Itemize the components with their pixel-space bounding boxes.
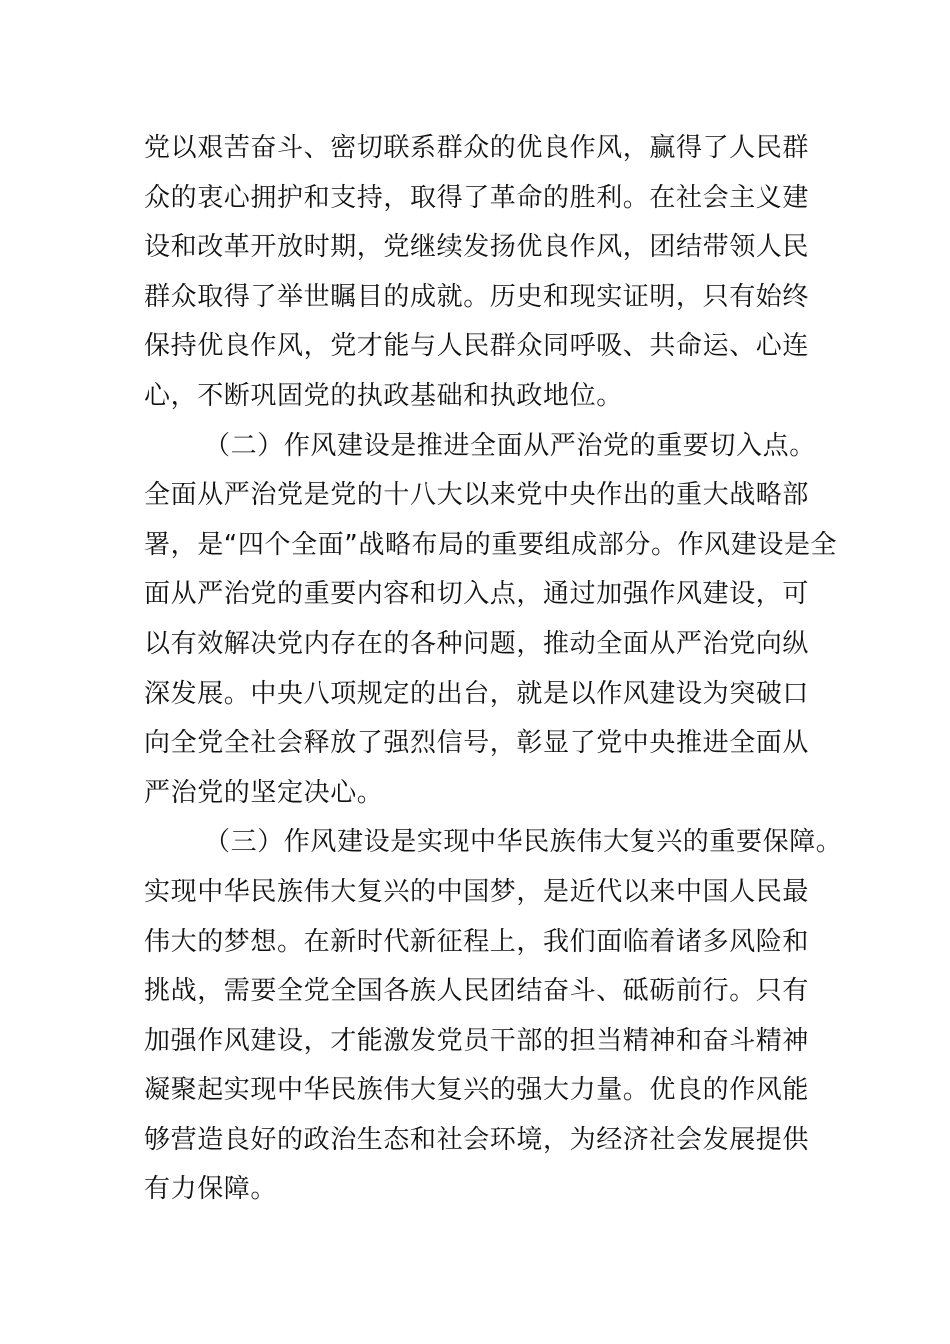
body-text [144,124,843,1215]
section-heading-3: （三）作风建设是实现中华民族伟大复兴的重要保障。 [204,827,843,858]
text-line: 严治党的坚定决心。 [144,777,384,808]
text-line: 向全党全社会释放了强烈信号，彰显了党中央推进全面从 [144,728,810,759]
text-line: 群众取得了举世瞩目的成就。历史和现实证明，只有始终 [144,281,810,312]
text-line: 挑战，需要全党全国各族人民团结奋斗、砥砺前行。只有 [144,976,810,1007]
text-line: 够营造良好的政治生态和社会环境，为经济社会发展提供 [144,1124,810,1155]
text-line: 以有效解决党内存在的各种问题，推动全面从严治党向纵 [144,628,810,659]
text-line: 深发展。中央八项规定的出台，就是以作风建设为突破口 [144,678,810,709]
text-line: 面从严治党的重要内容和切入点，通过加强作风建设，可 [144,579,810,610]
text-line: 署，是“四个全面”战略布局的重要组成部分。作风建设是全 [144,529,838,560]
text-line: 全面从严治党是党的十八大以来党中央作出的重大战略部 [144,480,810,511]
text-line: 保持优良作风，党才能与人民群众同呼吸、共命运、心连 [144,331,810,362]
text-line: 党以艰苦奋斗、密切联系群众的优良作风，赢得了人民群 [144,133,810,163]
text-line: 设和改革开放时期，党继续发扬优良作风，团结带领人民 [144,232,810,263]
text-line: 加强作风建设，才能激发党员干部的担当精神和奋斗精神 [144,1025,810,1056]
text-line: 实现中华民族伟大复兴的中国梦，是近代以来中国人民最 [144,876,810,907]
section-heading-2: （二）作风建设是推进全面从严治党的重要切入点。 [204,430,816,461]
text-line: 心，不断巩固党的执政基础和执政地位。 [144,380,623,411]
text-line: 有力保障。 [144,1174,278,1205]
text-line: 众的衷心拥护和支持，取得了革命的胜利。在社会主义建 [144,182,810,213]
text-line: 伟大的梦想。在新时代新征程上，我们面临着诸多风险和 [144,926,810,957]
text-line: 凝聚起实现中华民族伟大复兴的强大力量。优良的作风能 [144,1075,810,1106]
